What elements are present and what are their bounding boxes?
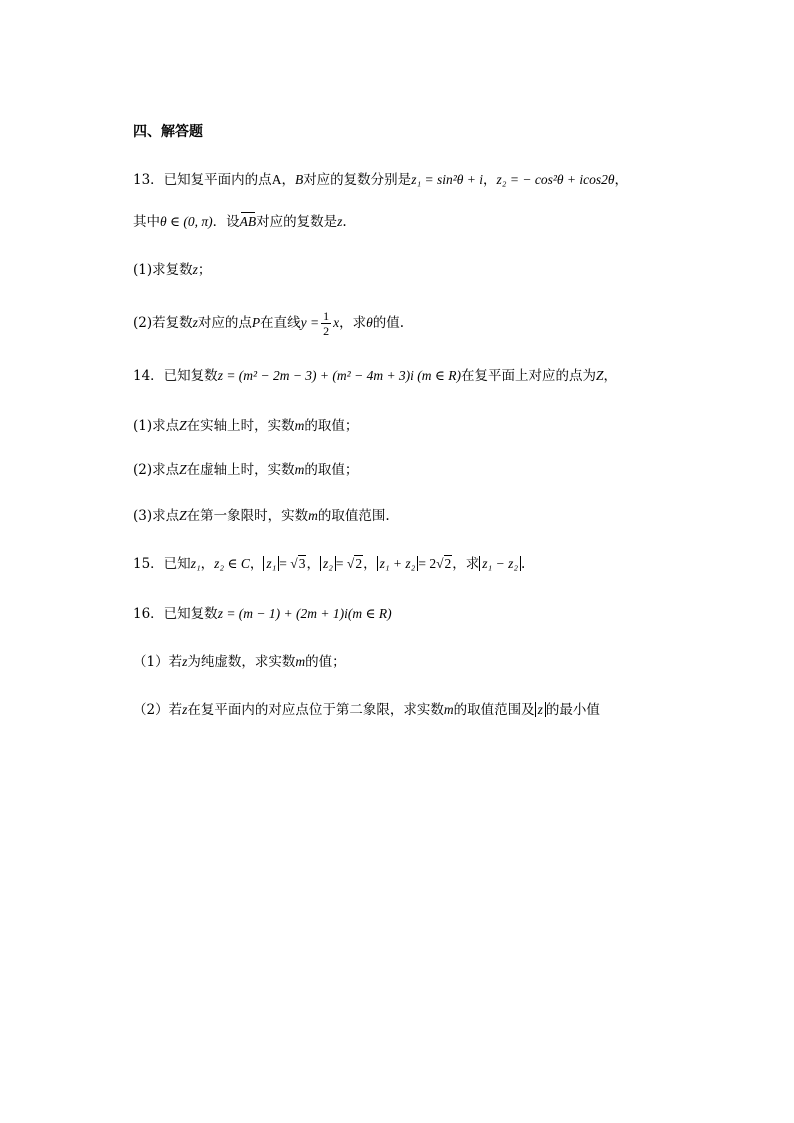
q13-line2-b: ．设: [212, 214, 240, 230]
q15-abs-sum: z₁ + z₂: [377, 556, 419, 571]
q14-p3-z: Z: [179, 508, 187, 523]
q13-part2-d: ，求: [339, 315, 367, 331]
q13-part2-b: 对应的点: [197, 315, 252, 331]
q14-tail-end: ，: [603, 368, 618, 384]
question-15: [133, 554, 525, 574]
q13-sep1: ，: [281, 172, 295, 188]
q16-p2-c: 的取值范围及: [453, 702, 535, 718]
q13-mid: 对应的复数分别是: [303, 172, 412, 188]
q13-line2-c: 对应的复数是: [256, 214, 338, 230]
q15-z2-in-c: z₂ ∈ C: [214, 556, 250, 571]
q13-sep2: ，: [483, 172, 497, 188]
q15-abs-diff: z₁ − z₂: [479, 556, 521, 571]
q16-p2-a: （2）若: [133, 702, 183, 718]
q13-intro: 13．已知复平面内的点: [133, 172, 272, 188]
q15-s3: ，: [306, 556, 320, 572]
q16-p2-d: 的最小值: [545, 702, 600, 718]
q15-intro: 15．已知: [133, 556, 191, 572]
q13-point-b: B: [294, 172, 304, 187]
question-14-part1: [133, 416, 358, 436]
question-14-part3: [133, 506, 390, 526]
q13-part2-c: 在直线: [260, 315, 301, 331]
question-16-part1: [133, 652, 346, 672]
q14-p2-m: m: [294, 462, 305, 477]
q16-p1-m: m: [295, 654, 306, 669]
q13-line-x: x: [333, 315, 340, 330]
q16-p1-a: （1）若: [133, 654, 183, 670]
q14-p3-b: 在第一象限时，实数: [186, 508, 309, 524]
question-13-line1: [133, 170, 628, 190]
q15-sqrt-sign-1: √: [290, 556, 298, 571]
q13-fraction-denominator: 2: [323, 324, 330, 338]
q15-s5: ，求: [452, 556, 480, 572]
q15-s1: ，: [200, 556, 215, 572]
q13-part1-z: z: [192, 262, 198, 277]
q13-line2-a: 其中: [133, 214, 160, 230]
q15-abs-z1: z₁: [263, 556, 279, 571]
q16-p2-m: m: [443, 702, 454, 717]
q13-part2-p: P: [251, 315, 261, 330]
q15-s4: ，: [363, 556, 377, 572]
q14-intro: 14．已知复数: [133, 368, 218, 384]
q13-z2-expr: z₂ = − cos²θ + icos2θ: [496, 172, 615, 187]
q13-part1-a: (1)求复数: [133, 262, 193, 278]
q14-p3-m: m: [308, 508, 318, 523]
q13-point-a: A: [271, 172, 282, 187]
q13-part2-end: 的值.: [372, 315, 405, 331]
q13-z1-expr: z₁ = sin²θ + i: [411, 172, 484, 187]
q14-p1-z: Z: [179, 418, 187, 433]
q14-p2-b: 在虚轴上时，实数: [186, 462, 295, 478]
q16-expr: z = (m − 1) + (2m + 1)i(m ∈ R): [217, 606, 392, 621]
q13-theta-range: θ ∈ (0, π): [160, 214, 213, 229]
q15-eq3: = 2: [418, 556, 437, 571]
q13-line-lhs: y =: [300, 315, 320, 330]
q14-p1-b: 在实轴上时，实数: [186, 418, 295, 434]
q14-p1-m: m: [294, 418, 305, 433]
q13-vector-ab: AB: [240, 212, 257, 232]
q15-sqrt-sign-2: √: [346, 556, 355, 571]
question-13-line2: [133, 212, 347, 232]
q16-p1-z: z: [182, 654, 188, 669]
question-14-line1: [133, 366, 617, 386]
q13-part1-end: ；: [197, 262, 212, 278]
q13-fraction: [321, 309, 331, 338]
q16-p1-c: 的值；: [305, 654, 346, 670]
q13-line2-end: .: [342, 214, 347, 230]
q15-s2: ，: [249, 556, 264, 572]
q15-sqrt-2b: 2: [444, 556, 452, 571]
q16-abs-z: z: [535, 702, 546, 717]
q14-tail: 在复平面上对应的点为: [461, 368, 597, 384]
q15-end: .: [521, 556, 526, 572]
q15-sqrt-2: 2: [355, 556, 363, 571]
q13-part2-a: (2)若复数: [133, 315, 193, 331]
q16-intro: 16．已知复数: [133, 606, 218, 622]
q14-p2-z: Z: [179, 462, 187, 477]
question-13-part1: [133, 260, 211, 280]
q15-sqrt-3: 3: [298, 556, 306, 571]
q13-theta: θ: [366, 315, 373, 330]
q16-p2-z: z: [182, 702, 188, 717]
q15-z1: z₁: [190, 556, 201, 571]
q14-point-z: Z: [596, 368, 604, 383]
question-14-part2: [133, 460, 358, 480]
q14-p2-a: (2)求点: [133, 462, 180, 478]
section-heading: 四、解答题: [133, 124, 203, 140]
question-16-part2: [133, 700, 600, 720]
q14-p1-c: 的取值；: [304, 418, 359, 434]
q15-eq2: =: [335, 556, 347, 571]
q13-z: z: [337, 214, 343, 229]
q15-abs-z2: z₂: [320, 556, 336, 571]
q14-p3-a: (3)求点: [133, 508, 180, 524]
q14-expr: z = (m² − 2m − 3) + (m² − 4m + 3)i (m ∈ R): [217, 368, 462, 383]
question-13-part2: [133, 308, 404, 338]
q14-p1-a: (1)求点: [133, 418, 180, 434]
q14-p2-c: 的取值；: [304, 462, 359, 478]
q15-eq1: =: [279, 556, 291, 571]
q16-p1-b: 为纯虚数，求实数: [187, 654, 296, 670]
question-16-line1: [133, 604, 392, 624]
q16-p2-b: 在复平面内的对应点位于第二象限，求实数: [187, 702, 444, 718]
q14-p3-c: 的取值范围.: [317, 508, 390, 524]
q13-fraction-numerator: 1: [323, 309, 330, 323]
q13-end: ，: [614, 172, 629, 188]
q13-part2-z: z: [192, 315, 198, 330]
q15-sqrt-sign-3: √: [436, 556, 444, 571]
